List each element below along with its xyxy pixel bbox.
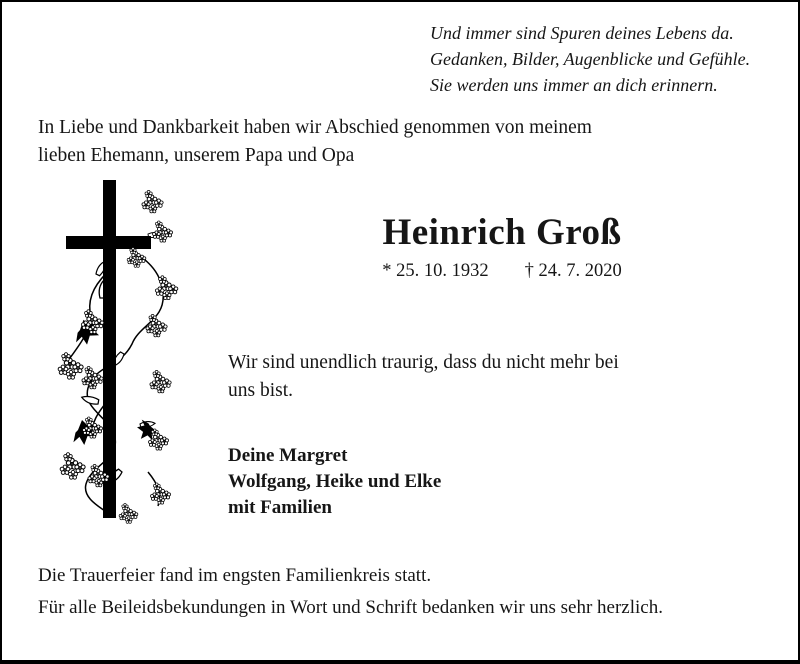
deceased-block <box>232 212 772 282</box>
sorrow-line: Wir sind unendlich traurig, dass du nicht mehr bei <box>228 352 619 373</box>
mourner-line: Wolfgang, Heike und Elke <box>228 471 442 492</box>
epigraph-line: Gedanken, Bilder, Augenblicke und Gefühle. <box>430 49 751 69</box>
intro-line: In Liebe und Dankbarkeit haben wir Abschied genommen von meinem <box>38 117 592 138</box>
sorrow-paragraph <box>228 349 619 405</box>
intro-line: lieben Ehemann, unserem Papa und Opa <box>38 145 355 166</box>
mourner-line: mit Familien <box>228 497 332 518</box>
mourner-line: Deine Margret <box>228 445 348 466</box>
sorrow-line: uns bist. <box>228 380 294 401</box>
deceased-name: Heinrich Groß <box>382 212 622 253</box>
death-date: † 24. 7. 2020 <box>524 261 622 281</box>
cross-flowers-icon <box>40 172 218 535</box>
epigraph-line: Und immer sind Spuren deines Lebens da. <box>430 23 734 43</box>
thanks-notice: Für alle Beileidsbekundungen in Wort und Schrift bedanken wir uns sehr herzlich. <box>38 597 663 618</box>
epigraph <box>430 20 750 98</box>
epigraph-line: Sie werden uns immer an dich erinnern. <box>430 75 718 95</box>
funeral-notice: Die Trauerfeier fand im engsten Familienkreis statt. <box>38 565 432 586</box>
life-dates <box>232 261 772 282</box>
birth-date: * 25. 10. 1932 <box>382 261 489 281</box>
intro-paragraph <box>38 114 592 170</box>
mourners-block <box>228 443 441 521</box>
